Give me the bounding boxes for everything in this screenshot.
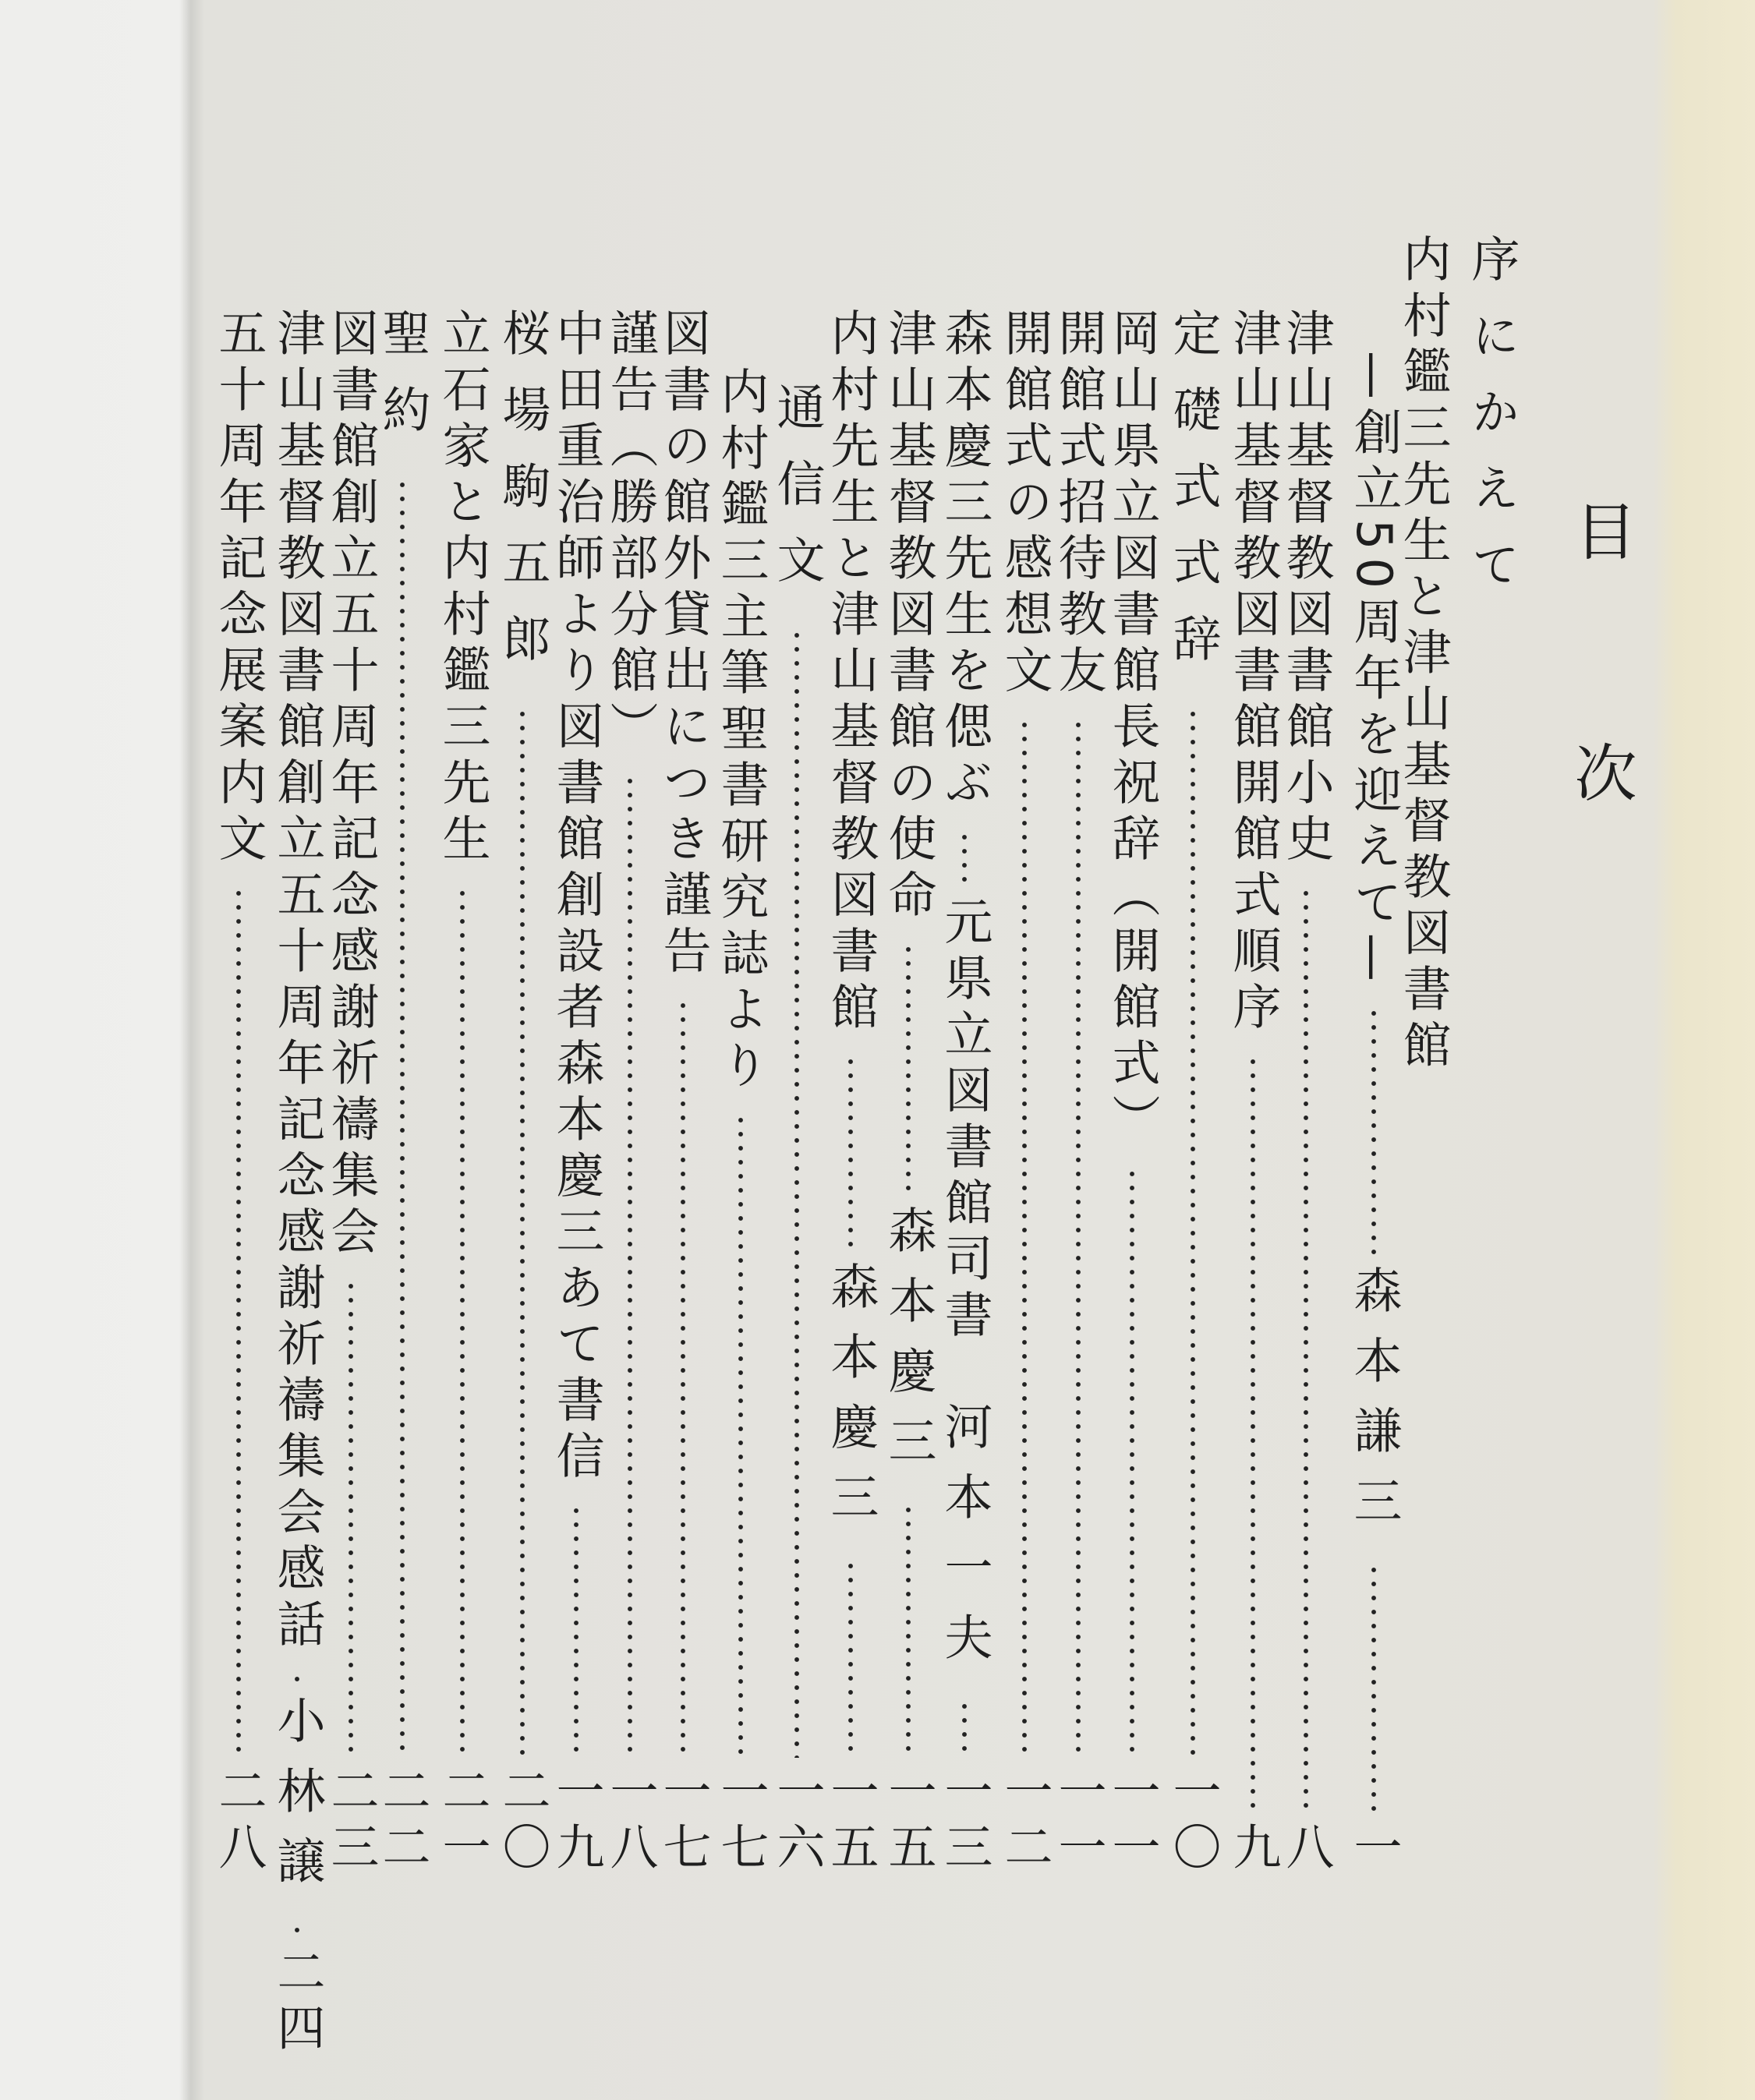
dot-leader xyxy=(1021,718,1028,1758)
toc-entry[interactable] xyxy=(1275,308,1337,1878)
dot-leader xyxy=(348,1279,354,1758)
dot-leader xyxy=(961,830,968,889)
entry-title: 図書の館外貸出につき謹告 xyxy=(655,308,712,981)
page-number: 一五 xyxy=(823,1766,879,1878)
dot-leader xyxy=(235,886,242,1758)
entry-title: 森本慶三先生を偲ぶ xyxy=(936,308,993,813)
dot-leader xyxy=(294,1923,300,1939)
toc-entry[interactable] xyxy=(877,308,939,1878)
page-number: 一 xyxy=(1346,1822,1403,1878)
toc-entry[interactable] xyxy=(545,308,607,1878)
entry-title: 桜場駒五郎 xyxy=(494,308,551,690)
toc-entry[interactable] xyxy=(933,308,996,1878)
dot-leader xyxy=(680,999,686,1758)
toc-heading: 目次 xyxy=(1564,499,1636,982)
dot-leader xyxy=(905,942,911,1197)
page-number: 一八 xyxy=(602,1766,659,1878)
toc-entry[interactable] xyxy=(709,366,772,1878)
dot-leader xyxy=(961,1699,968,1758)
entry-title: 開館式招待教友 xyxy=(1050,308,1107,701)
page-number: 一九 xyxy=(548,1766,605,1878)
entry-title: 岡山県立図書館長祝辞（開館式） xyxy=(1104,308,1161,1150)
entry-author: 河本一夫 xyxy=(936,1402,993,1682)
toc-entry[interactable] xyxy=(1101,308,1163,1878)
page-number: 一七 xyxy=(713,1766,770,1878)
entry-title: 津山基督教図書館開館式順序 xyxy=(1225,308,1282,1038)
page-number: 一七 xyxy=(655,1766,712,1878)
dot-leader xyxy=(627,774,633,1758)
page-number: 一三 xyxy=(936,1766,993,1878)
entry-title: 定礎式式辞 xyxy=(1165,308,1222,690)
toc-entry[interactable] xyxy=(766,382,828,1878)
page-number: 二四 xyxy=(269,1946,326,2059)
page-number: 九 xyxy=(1225,1822,1282,1878)
dot-leader xyxy=(1371,1006,1377,1257)
page-number: 一二 xyxy=(996,1766,1053,1878)
dot-leader xyxy=(847,1055,854,1253)
dot-leader xyxy=(847,1559,854,1758)
entry-title: 津山基督教図書館創立五十周年記念感謝祈禱集会感話 xyxy=(269,308,326,1655)
toc-entry[interactable] xyxy=(207,308,270,1878)
toc-entry[interactable] xyxy=(320,308,382,1878)
toc-entry[interactable] xyxy=(1162,308,1224,1878)
dot-leader xyxy=(294,1672,300,1688)
page-number: 一六 xyxy=(769,1766,826,1878)
entry-title: 立石家と内村鑑三先生 xyxy=(434,308,491,869)
page-number: 八 xyxy=(1278,1822,1335,1878)
entry-title: 通信文 xyxy=(769,382,826,611)
page-number: 二三 xyxy=(323,1766,380,1878)
dot-leader xyxy=(905,1503,911,1758)
entry-author: 森本謙三 xyxy=(1346,1264,1403,1546)
entry-title: 津山基督教図書館小史 xyxy=(1278,308,1335,869)
toc-entry[interactable] xyxy=(431,308,494,1878)
entry-title: 内村鑑三主筆聖書研究誌より xyxy=(713,366,770,1096)
entry-title: 序にかえて xyxy=(1463,234,1520,616)
page-number: 一一 xyxy=(1050,1766,1107,1878)
toc-entry[interactable] xyxy=(266,308,328,2059)
dot-leader xyxy=(519,707,525,1758)
entry-title: 内村先生と津山基督教図書館 xyxy=(823,308,879,1038)
dot-leader xyxy=(399,478,405,1758)
toc-entry[interactable] xyxy=(993,308,1056,1878)
toc-entry[interactable] xyxy=(1047,308,1109,1878)
page-number: 一五 xyxy=(880,1766,937,1878)
toc-entry[interactable] xyxy=(1460,234,1523,616)
page-number: 一〇 xyxy=(1165,1766,1222,1878)
entry-title: 五十周年記念展案内文 xyxy=(211,308,267,869)
dot-leader xyxy=(1075,718,1081,1758)
entry-title: 内村鑑三先生と津山基督教図書館 xyxy=(1395,234,1452,1076)
author-role: 元県立図書館司書 xyxy=(936,896,993,1345)
dot-leader xyxy=(1250,1055,1256,1814)
page-number: 二〇 xyxy=(494,1766,551,1878)
dot-leader xyxy=(1129,1167,1135,1758)
page-number: 二八 xyxy=(211,1766,267,1878)
entry-title: 聖約 xyxy=(374,308,431,461)
page-number: 二二 xyxy=(374,1766,431,1878)
entry-title: 図書館創立五十周年記念感謝祈禱集会 xyxy=(323,308,380,1262)
entry-title: 中田重治師より図書館創設者森本慶三あて書信 xyxy=(548,308,605,1487)
entry-title: 謹告（勝部分館） xyxy=(602,308,659,757)
dot-leader xyxy=(794,628,800,1758)
toc-entry[interactable] xyxy=(599,308,661,1878)
entry-title: —創立50周年を迎えて— xyxy=(1346,351,1403,989)
toc-entry[interactable] xyxy=(819,308,882,1878)
dot-leader xyxy=(1371,1563,1377,1814)
dot-leader xyxy=(1303,886,1309,1814)
page-number: 一一 xyxy=(1104,1766,1161,1878)
dot-leader xyxy=(573,1504,579,1758)
toc-entry[interactable] xyxy=(652,308,714,1878)
page-number: 二一 xyxy=(434,1766,491,1878)
dot-leader xyxy=(1190,707,1196,1758)
entry-author: 森本慶三 xyxy=(823,1261,879,1542)
entry-author: 森本慶三 xyxy=(880,1205,937,1486)
toc-entry[interactable] xyxy=(1222,308,1284,1878)
entry-author: 小林譲 xyxy=(269,1695,326,1906)
dot-leader xyxy=(459,886,465,1758)
dot-leader xyxy=(738,1113,744,1758)
toc-entry[interactable] xyxy=(491,308,554,1878)
entry-title: 津山基督教図書館の使命 xyxy=(880,308,937,925)
entry-title: 開館式の感想文 xyxy=(996,308,1053,701)
gap xyxy=(961,1363,968,1394)
toc-entry[interactable] xyxy=(1343,351,1405,1878)
